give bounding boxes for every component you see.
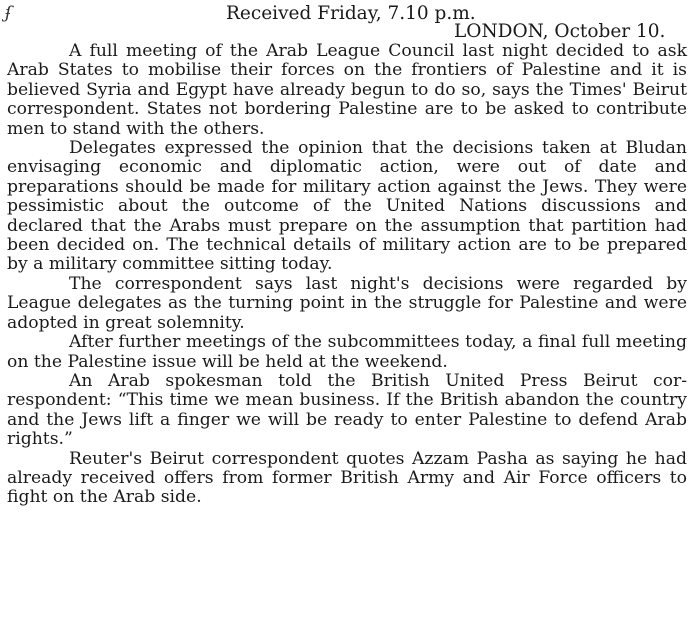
- paragraph-turning-point: The correspondent says last night's decisions were regarded by League delegates as the turning point in the struggle for Palestine and were adopted in great solemnity.: [7, 273, 687, 333]
- handwritten-mark: ʄ: [5, 3, 12, 23]
- paragraph-subcommittees: After further meetings of the subcommittees today, a final full meeting on the Palestine issue will be held at the weekend.: [7, 332, 687, 372]
- paragraph-spokesman: An Arab spokesman told the British United Press Beirut correspondent: “This time we mean business. If the British abandon the country and the Jews lift a finger we will be ready to enter Palestine to defend Arab rights.”: [7, 370, 687, 450]
- paragraph-azzam-pasha: Reuter's Beirut correspondent quotes Azzam Pasha as saying he had already received offers from former British Army and Air Force officers to fight on the Arab side.: [7, 448, 687, 508]
- dateline: LONDON, October 10.: [454, 21, 666, 42]
- paragraph-mobilise: A full meeting of the Arab League Council last night decided to ask Arab States to mobilise their forces on the frontiers of Palestine and it is believed Syria and Egypt have already begun to do so, says the Times' Beirut correspondent. States not bordering Palestine are to be asked to contribute men to stand with the others.: [7, 41, 687, 139]
- article-body: [7, 42, 687, 508]
- paragraph-delegates: Delegates expressed the opinion that the decisions taken at Bludan envisaging economic and diplomatic action, were out of date and preparations should be made for military action against the Jews. They were pessimistic about the outcome of the United Nations discussions and declared that the Arabs must prepare on the assumption that partition had been decided on. The technical details of military action are to be prepared by a military committee sitting today.: [7, 138, 687, 275]
- received-timestamp: Received Friday, 7.10 p.m.: [226, 3, 476, 24]
